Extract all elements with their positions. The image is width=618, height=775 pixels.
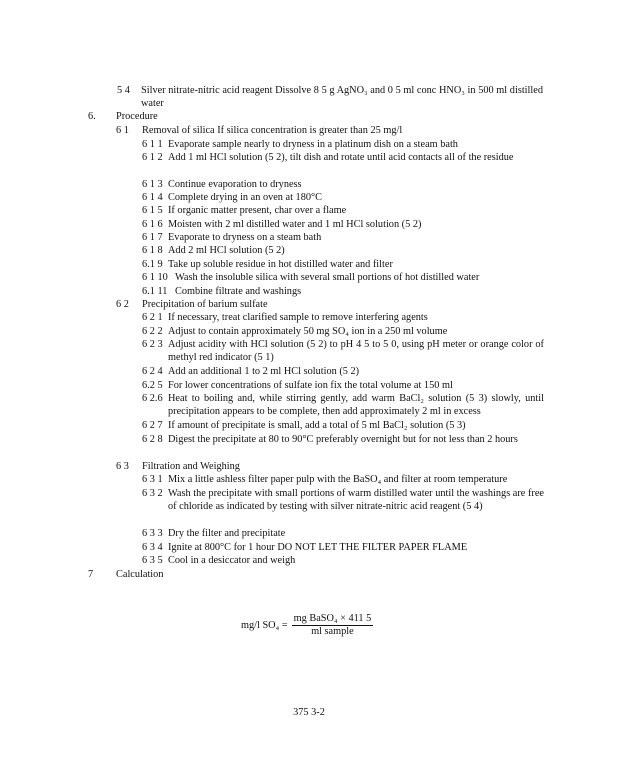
section-number: 6 1 xyxy=(116,125,129,136)
step-text: Adjust to contain approximately 50 mg SO₄ ion in a 250 ml volume xyxy=(168,326,448,337)
step-number: 6 2 4 xyxy=(142,366,163,377)
formula-fraction xyxy=(292,613,374,638)
section-number: 6 2 xyxy=(116,299,129,310)
step-text: Add 2 ml HCl solution (5 2) xyxy=(168,245,285,256)
step-number: 6 2 7 xyxy=(142,420,163,431)
step-number: 6 1 10 xyxy=(142,272,168,283)
step-number: 6 2 1 xyxy=(142,312,163,323)
step-number: 6 1 7 xyxy=(142,232,163,243)
step-number: 6 2 8 xyxy=(142,434,163,445)
step-text: For lower concentrations of sulfate ion fix the total volume at 150 ml xyxy=(168,380,453,391)
step-number: 6 1 5 xyxy=(142,205,163,216)
step-text: If organic matter present, char over a flame xyxy=(168,205,347,216)
section-heading: Procedure xyxy=(116,111,158,122)
subsection-heading: Filtration and Weighing xyxy=(142,461,240,472)
page-footer: 375 3-2 xyxy=(293,707,325,718)
step-number: 6 2.6 xyxy=(142,393,163,404)
step-number: 6.1 11 xyxy=(142,286,168,297)
paragraph-text: Silver nitrate-nitric acid reagent Dissolve 8 5 g AgNO₃ and 0 5 ml conc HNO₃ in 500 ml distilled water xyxy=(141,85,543,110)
step-number: 6 3 1 xyxy=(142,474,163,485)
step-text: Adjust acidity with HCl solution (5 2) to pH 4 5 to 5 0, using pH meter or orange color of methyl red indicator (5 1) xyxy=(168,339,544,364)
step-text: If necessary, treat clarified sample to remove interfering agents xyxy=(168,312,428,323)
step-number: 6 3 4 xyxy=(142,542,163,553)
step-text: Wash the insoluble silica with several small portions of hot distilled water xyxy=(175,272,480,283)
step-number: 6 1 1 xyxy=(142,139,163,150)
step-number: 6 3 5 xyxy=(142,555,163,566)
formula-numerator: mg BaSO₄ × 411 5 xyxy=(293,613,372,624)
step-text: Moisten with 2 ml distilled water and 1 ml HCl solution (5 2) xyxy=(168,219,422,230)
section-heading: Calculation xyxy=(116,569,164,580)
step-text: Evaporate to dryness on a steam bath xyxy=(168,232,322,243)
step-number: 6.1 9 xyxy=(142,259,163,270)
step-number: 6 1 4 xyxy=(142,192,163,203)
subsection-heading: Removal of silica If silica concentration is greater than 25 mg/l xyxy=(142,125,403,136)
step-text: Continue evaporation to dryness xyxy=(168,179,302,190)
step-text: Combine filtrate and washings xyxy=(175,286,302,297)
step-text: Ignite at 800°C for 1 hour DO NOT LET THE FILTER PAPER FLAME xyxy=(168,542,468,553)
section-number: 5 4 xyxy=(117,85,130,96)
section-number: 7 xyxy=(88,569,94,580)
step-text: Add an additional 1 to 2 ml HCl solution (5 2) xyxy=(168,366,360,377)
step-number: 6 1 2 xyxy=(142,152,163,163)
step-number: 6 2 3 xyxy=(142,339,163,350)
step-number: 6 1 8 xyxy=(142,245,163,256)
formula-lhs: mg/l SO₄ = xyxy=(241,619,288,631)
step-text: Add 1 ml HCl solution (5 2), tilt dish and rotate until acid contacts all of the residue xyxy=(168,152,514,163)
step-text: Wash the precipitate with small portions of warm distilled water until the washings are free of chloride as indicated by testing with silver nitrate-nitric acid reagent (5 4) xyxy=(168,488,544,513)
step-text: Complete drying in an oven at 180°C xyxy=(168,192,322,203)
step-number: 6.2 5 xyxy=(142,380,163,391)
step-text: Cool in a desiccator and weigh xyxy=(168,555,296,566)
step-text: Heat to boiling and, while stirring gently, add warm BaCl₂ solution (5 3) slowly, until precipitation appears to be complete, then add approximately 2 ml in excess xyxy=(168,393,544,418)
step-text: Mix a little ashless filter paper pulp with the BaSO₄ and filter at room temperature xyxy=(168,474,508,485)
section-number: 6. xyxy=(88,111,96,122)
section-number: 6 3 xyxy=(116,461,129,472)
step-number: 6 3 2 xyxy=(142,488,163,499)
subsection-heading: Precipitation of barium sulfate xyxy=(142,299,268,310)
step-text: Dry the filter and precipitate xyxy=(168,528,286,539)
step-text: Digest the precipitate at 80 to 90°C preferably overnight but for not less than 2 hours xyxy=(168,434,518,445)
step-number: 6 3 3 xyxy=(142,528,163,539)
calculation-formula xyxy=(241,613,373,638)
step-number: 6 2 2 xyxy=(142,326,163,337)
step-text: If amount of precipitate is small, add a total of 5 ml BaCl₂ solution (5 3) xyxy=(168,420,466,431)
formula-denominator: ml sample xyxy=(311,626,354,637)
step-text: Evaporate sample nearly to dryness in a platinum dish on a steam bath xyxy=(168,139,458,150)
step-number: 6 1 6 xyxy=(142,219,163,230)
step-number: 6 1 3 xyxy=(142,179,163,190)
step-text: Take up soluble residue in hot distilled water and filter xyxy=(168,259,393,270)
